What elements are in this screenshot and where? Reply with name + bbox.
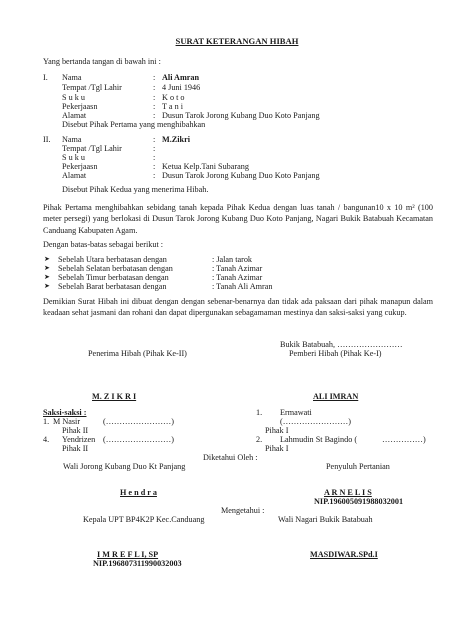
party2-number: II.: [43, 135, 51, 144]
witness-heading: Saksi-saksi :: [43, 408, 87, 417]
arrow-bullet-icon: ➤: [44, 255, 50, 263]
head-left-nip: NIP.196807311990032003: [93, 559, 182, 568]
party1-sep-tribe: :: [153, 93, 156, 102]
witness-left-1-number: 1.: [43, 417, 50, 426]
witness-left-2-number: 4.: [43, 435, 50, 444]
known-by-label: Diketahui Oleh :: [203, 453, 258, 462]
closing-paragraph: Demikian Surat Hibah ini dibuat dengan dengan sebenar-benarnya dan tidak ada paksaan dari pihak manapun dalam keadaan sehat jasmani dan rohani dan dapat dipergunakan sebagamaman mestinya dan saksi-saksi yang cukup.: [43, 297, 433, 318]
party1-value-tribe: K o t o: [162, 93, 185, 102]
witness-right-1-number: 1.: [256, 408, 263, 417]
witness-left-1-name: M Nasir: [53, 417, 81, 426]
intro-text: Yang bertanda tangan di bawah ini :: [43, 57, 161, 66]
witness-right-1-dots: (……………………): [280, 417, 351, 426]
party1-value-birth: 4 Juni 1946: [162, 83, 201, 92]
party2-value-job: Ketua Kelp.Tani Subarang: [162, 162, 249, 171]
party2-sep-job: :: [153, 162, 156, 171]
party2-label-job: Pekerjaasn: [62, 162, 98, 171]
witness-left-2-dots: (……………………): [103, 435, 174, 444]
head-left-name: I M R E F L I, SP: [97, 550, 159, 559]
party1-note: Disebut Pihak Pertama yang menghibahkan: [62, 120, 206, 129]
party1-value-name: Ali Amran: [162, 73, 200, 82]
party1-label-tribe: S u k u: [62, 93, 85, 102]
official-left-name: H e n d r a: [120, 488, 157, 497]
head-right-title: Wali Nagari Bukik Batabuah: [278, 515, 373, 524]
recipient-name: M. Z I K R I: [92, 392, 137, 401]
party2-label-birth: Tempat /Tgl Lahir: [62, 144, 122, 153]
party2-value-address: Dusun Tarok Jorong Kubang Duo Koto Panjang: [162, 171, 320, 180]
party2-sep-address: :: [153, 171, 156, 180]
party1-sep-name: :: [153, 73, 156, 82]
witness-right-2-name: Lahmudin St Bagindo (: [280, 435, 358, 444]
witness-right-2-dots: ……………): [382, 435, 426, 444]
party1-label-job: Pekerjaasn: [62, 102, 98, 111]
party1-label-birth: Tempat /Tgl Lahir: [62, 83, 122, 92]
arrow-bullet-icon: ➤: [44, 282, 50, 290]
party2-sep-birth: :: [153, 144, 156, 153]
party1-label-name: Nama: [62, 73, 82, 82]
party1-label-address: Alamat: [62, 111, 87, 120]
head-right-name: MASDIWAR.SPd.I: [310, 550, 378, 559]
witness-right-1-name: Ermawati: [280, 408, 312, 417]
witness-right-1-role: Pihak I: [265, 426, 289, 435]
arrow-bullet-icon: ➤: [44, 264, 50, 272]
official-right-nip: NIP.196005091988032001: [314, 497, 404, 506]
party2-sep-tribe: :: [153, 153, 156, 162]
party1-number: I.: [43, 73, 48, 82]
place-date: Bukik Batabuah, ……………………: [280, 340, 403, 349]
boundaries-heading: Dengan batas-batas sebagai berikut :: [43, 240, 164, 249]
party1-value-address: Dusun Tarok Jorong Kubang Duo Koto Panjang: [162, 111, 320, 120]
party1-sep-job: :: [153, 102, 156, 111]
party2-label-tribe: S u k u: [62, 153, 85, 162]
party2-sep-name: :: [153, 135, 156, 144]
party2-label-address: Alamat: [62, 171, 87, 180]
official-left-title: Wali Jorong Kubang Duo Kt Panjang: [63, 462, 186, 471]
arrow-bullet-icon: ➤: [44, 273, 50, 281]
boundary-south-side: Sebelah Selatan berbatasan dengan: [58, 264, 173, 273]
party2-note: Disebut Pihak Kedua yang menerima Hibah.: [62, 185, 209, 194]
official-right-name: A R N E L I S: [324, 488, 372, 497]
body-paragraph: Pihak Pertama menghibahkan sebidang tanah kepada Pihak Kedua dengan luas tanah / bangunan10 x 10 m² (100 meter persegi) yang berlokasi di Dusun Tarok Jorong Kubang Duo Koto Panjang, Nagari Bukik Batabuah Kecamatan Canduang Kabupaten Agam.: [43, 203, 433, 235]
boundary-south-value: : Tanah Azimar: [212, 264, 263, 273]
approved-by-label: Mengetahui :: [221, 506, 265, 515]
giver-label: Pemberi Hibah (Pihak Ke-I): [289, 349, 382, 358]
party2-label-name: Nama: [62, 135, 82, 144]
witness-left-1-dots: (……………………): [103, 417, 174, 426]
boundary-west-side: Sebelah Barat berbatasan dengan: [58, 282, 167, 291]
boundary-north-side: Sebelah Utara berbatasan dengan: [58, 255, 167, 264]
boundary-north-value: : Jalan tarok: [212, 255, 253, 264]
party1-sep-address: :: [153, 111, 156, 120]
recipient-label: Penerima Hibah (Pihak Ke-II): [88, 349, 187, 358]
boundary-east-side: Sebelah Timur berbatasan dengan: [58, 273, 169, 282]
head-left-title: Kepala UPT BP4K2P Kec.Canduang: [83, 515, 205, 524]
party2-value-name: M.Zikri: [162, 135, 190, 144]
party1-sep-birth: :: [153, 83, 156, 92]
official-right-title: Penyuluh Pertanian: [326, 462, 390, 471]
document-title: SURAT KETERANGAN HIBAH: [175, 36, 299, 46]
party1-value-job: T a n i: [162, 102, 183, 111]
witness-left-2-role: Pihak II: [62, 444, 89, 453]
giver-name: ALI IMRAN: [313, 392, 359, 401]
witness-right-2-number: 2.: [256, 435, 263, 444]
witness-right-2-role: Pihak I: [265, 444, 289, 453]
boundary-west-value: : Tanah Ali Amran: [212, 282, 273, 291]
witness-left-2-name: Yendrizen: [62, 435, 96, 444]
boundary-east-value: : Tanah Azimar: [212, 273, 263, 282]
witness-left-1-role: Pihak II: [62, 426, 89, 435]
